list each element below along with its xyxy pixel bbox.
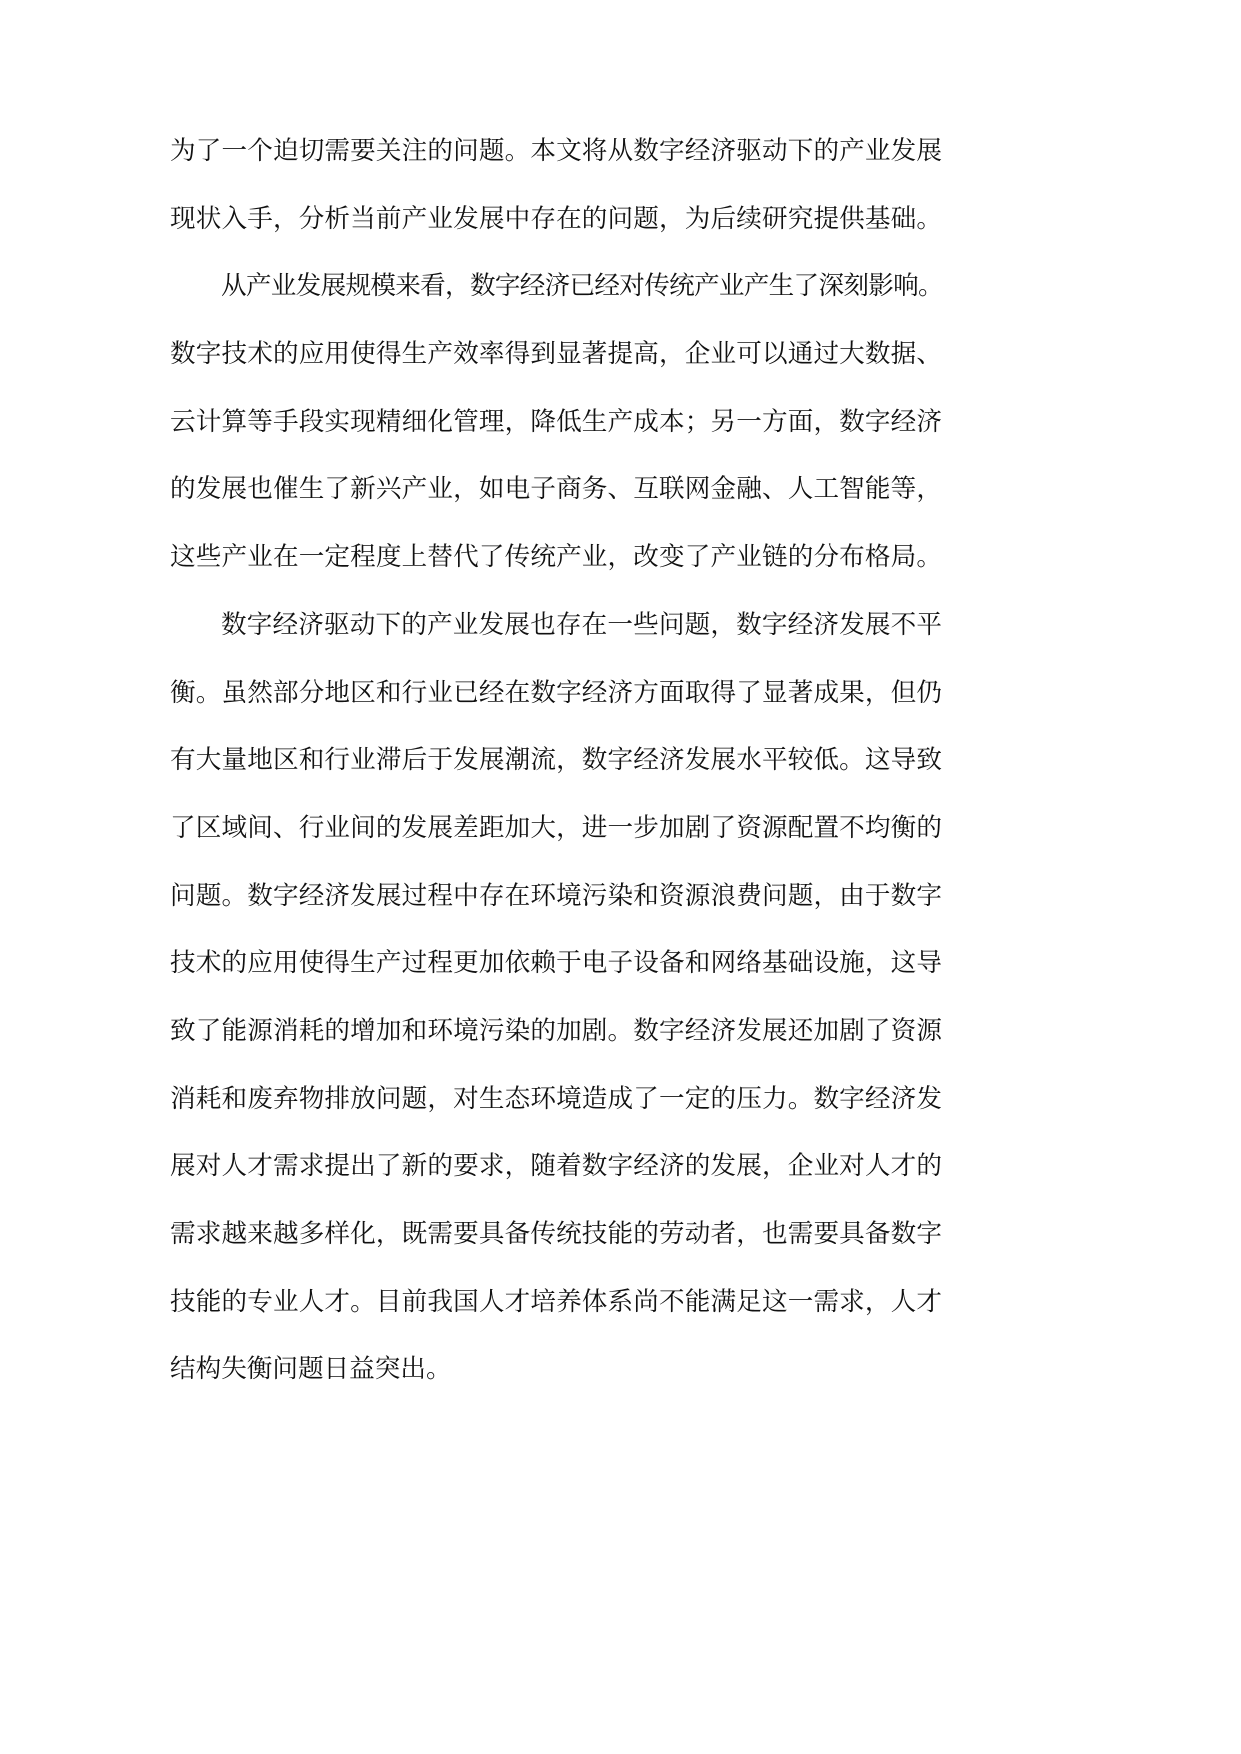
- text-line: 致了能源消耗的增加和环境污染的加剧。数字经济发展还加剧了资源: [170, 1015, 942, 1046]
- text-line: 了区域间、行业间的发展差距加大，进一步加剧了资源配置不均衡的: [170, 812, 942, 843]
- text-line: 有大量地区和行业滞后于发展潮流，数字经济发展水平较低。这导致: [170, 745, 942, 776]
- text-line: 需求越来越多样化，既需要具备传统技能的劳动者，也需要具备数字: [170, 1219, 942, 1249]
- text-line: 的发展也催生了新兴产业，如电子商务、互联网金融、人工智能等，: [170, 474, 942, 505]
- text-line: 数字经济驱动下的产业发展也存在一些问题，数字经济发展不平: [221, 609, 942, 640]
- text-line: 问题。数字经济发展过程中存在环境污染和资源浪费问题，由于数字: [170, 880, 942, 911]
- text-line: 现状入手，分析当前产业发展中存在的问题，为后续研究提供基础。: [170, 203, 942, 234]
- paragraph: [170, 253, 942, 591]
- text-line: 云计算等手段实现精细化管理，降低生产成本；另一方面，数字经济: [170, 406, 942, 437]
- paragraph: [170, 592, 942, 1404]
- text-line: 展对人才需求提出了新的要求，随着数字经济的发展，企业对人才的: [170, 1151, 942, 1182]
- text-line: 为了一个迫切需要关注的问题。本文将从数字经济驱动下的产业发展: [170, 136, 942, 166]
- text-line: 消耗和废弃物排放问题，对生态环境造成了一定的压力。数字经济发: [170, 1083, 942, 1114]
- paragraph: [170, 118, 942, 253]
- document-body: [170, 118, 942, 1404]
- text-line: 技能的专业人才。目前我国人才培养体系尚不能满足这一需求，人才: [170, 1286, 942, 1317]
- text-line: 衡。虽然部分地区和行业已经在数字经济方面取得了显著成果，但仍: [170, 677, 942, 708]
- text-line: 数字技术的应用使得生产效率得到显著提高，企业可以通过大数据、: [170, 339, 942, 370]
- text-line: 技术的应用使得生产过程更加依赖于电子设备和网络基础设施，这导: [170, 948, 942, 979]
- text-line: 从产业发展规模来看，数字经济已经对传统产业产生了深刻影响。: [221, 271, 943, 302]
- text-line: 结构失衡问题日益突出。: [170, 1354, 452, 1385]
- text-line: 这些产业在一定程度上替代了传统产业，改变了产业链的分布格局。: [170, 542, 942, 573]
